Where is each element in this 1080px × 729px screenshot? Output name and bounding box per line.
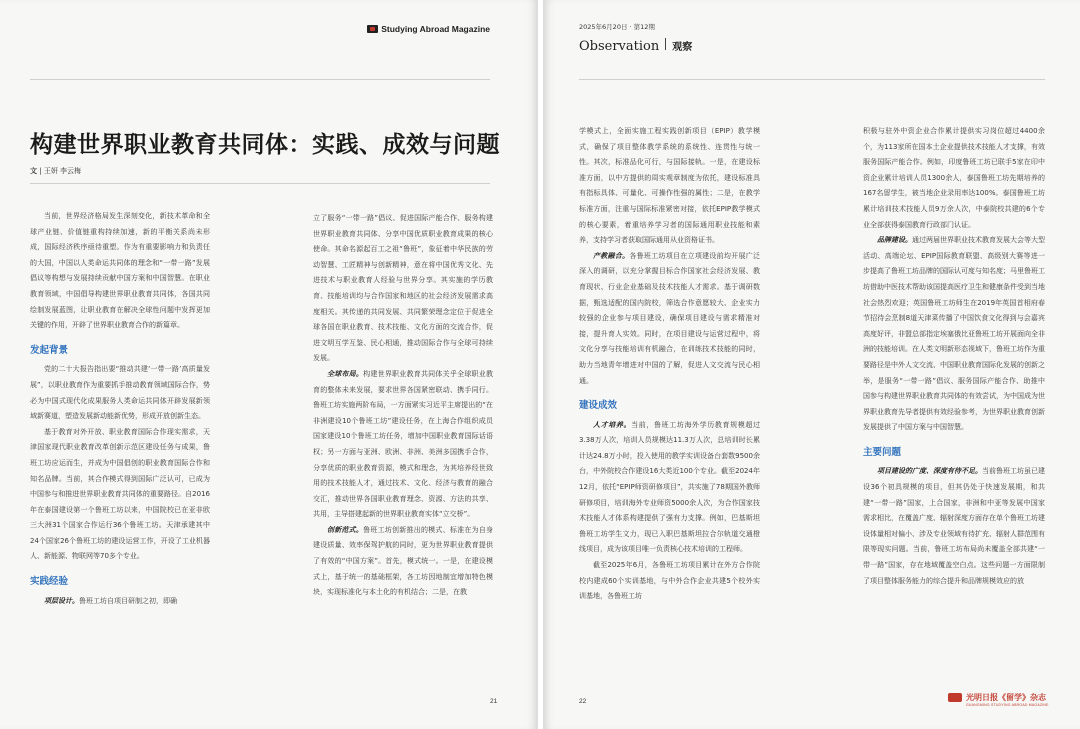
- paragraph-lead: 产教融合。: [593, 251, 630, 260]
- left-page: [0, 0, 538, 729]
- section-label-en: Observation: [579, 39, 660, 54]
- article-title: 构建世界职业教育共同体：实践、成效与问题: [30, 132, 500, 158]
- paragraph-lead: 项目建设的广度、深度有待不足。: [877, 467, 982, 476]
- title-divider: [30, 183, 490, 184]
- magazine-brand-text: Studying Abroad Magazine: [381, 24, 490, 34]
- text-column-3: [579, 124, 760, 605]
- section-label: [579, 38, 692, 54]
- text-column-2: [313, 211, 493, 601]
- section-heading: 实践经验: [30, 576, 69, 588]
- byline-prefix: 文: [30, 167, 37, 175]
- paragraph: 当前，世界经济格局发生深刻变化，新技术革命和全球产业链、价值链重构持续加速，新的平衡关系尚未形成，国际经济秩序亟待重塑。作为有重要影响力和负责任的大国，中国以人类命运共同体的理念和“一带一路”发展倡议等构想与发展持续贡献中国方案和中国智慧。在职业教育领域，中国倡导构建世界职业教育共同体，各国共同绘制发展蓝图，让职业教育在解决全球性问题中发挥更加关键的作用，开辟了世界职业教育合作的新篇章。: [30, 212, 210, 330]
- paragraph: [579, 418, 760, 558]
- paragraph-body: 构建世界职业教育共同体关乎全球职业教育的整体未来发展，要求世界各国紧密联动、携手同行。鲁班工坊实施两阶布局，一方面紧实习近平主席提出的“在非洲建设10个鲁班工坊”建设任务，在上海合作组织成员国家建设10个鲁班工坊任务，增加中国职业教育国际话语权；另一方面与亚洲、欧洲、非洲、美洲多国携手合作，分享优质的职业教育资源，模式和理念，为其培养经世致用的技术技能人才，通过技术、文化、经济与教育的融合交汇，推动世界各国职业教育理念、资源、方法的共享、共用，主导搭建起新的世界职业教育实体“立交桥”。: [313, 369, 494, 519]
- paragraph-lead: 人才培养。: [593, 420, 632, 429]
- paragraph-body: 鲁班工坊创新推出的模式、标准在为自身建设质量、效率保驾护航的同时，更为世界职业教育提供了有效的“中国方案”。首先，模式统一。一是，在建设模式上，基于统一的基础框架，各工坊因地制宜增加特色模块，实现标准化与本土化的有机结合；二是，在教: [313, 525, 494, 597]
- text-column-1: [30, 209, 210, 609]
- page-number: 22: [579, 698, 587, 705]
- magazine-footer-logo: [948, 692, 1049, 707]
- paragraph: 基于教育对外开放、职业教育国际合作现实需求，天津国家现代职业教育改革创新示范区建设任务与成果，鲁班工坊应运而生，并成为中国倡创的职业教育国际合作和知名品牌。当前，其合作模式得到国际广泛认可，已成为中国参与和推进世界职业教育共同体的重要路径。自2016年在泰国建设第一个鲁班工坊以来，中国院校已在亚非欧三大洲31个国家合作运行36个鲁班工坊。天津承建其中24个国家26个鲁班工坊的建设运营工作，开设了工业机器人、新能源、物联网等70多个专业。: [30, 427, 210, 561]
- paragraph: [313, 367, 493, 523]
- paragraph-body: 通过两届世界职业技术教育发展大会等大型活动、高端论坛、EPIP国际教育联盟、高级别大赛等进一步提高了鲁班工坊品牌的国际认可度与知名度；马里鲁班工坊借助中医技术帮助该国提高医疗卫生和健康条件受到当地社会热烈欢迎；英国鲁班工坊师生在2019年英国首相府春节招待会烹制8道天津菜传播了中国饮食文化得到与会嘉宾高度好评，非盟总部指定埃塞俄比亚鲁班工坊开展面向全非洲的技能培训。在人类文明新形态视域下，鲁班工坊作为重要路径是中外人文交流、中国职业教育国际化发展的创新之举，是服务“一带一路”倡议、服务国际产能合作、助推中国参与构建世界职业教育共同体的有效尝试，为中国成为世界职业教育先导者提供有效经验参考，为世界职业教育创新发展提供了中国方案与中国智慧。: [863, 236, 1045, 432]
- paragraph-lead: 品牌建设。: [877, 236, 912, 245]
- section-heading: 发起背景: [30, 344, 69, 356]
- footer-logo-text: 光明日报《留学》杂志: [966, 693, 1046, 702]
- section-heading: 主要问题: [863, 446, 902, 458]
- header-divider: [579, 79, 1045, 80]
- section-separator: [665, 38, 666, 50]
- paragraph-lead: 项层设计。: [44, 596, 79, 605]
- footer-logo-subtext: GUANGMING STUDYING ABROAD MAGAZINE: [966, 703, 1049, 707]
- issue-line: 2025年6月20日 · 第12期: [579, 23, 655, 31]
- header-divider: [30, 79, 490, 80]
- paragraph: 立了服务“一带一路”倡议、促进国际产能合作、服务构建世界职业教育共同体、分享中国优质职业教育成果的核心使命。其命名源起百工之祖“鲁班”，象征着中华民族的劳动智慧、工匠精神与创新精神，意在将中国优秀文化、先进技术与职业教育人经验与世界分享。其实施的学历教育、技能培训均与合作国家和地区的社会经济发展需求高度相关。其传递的共同发展、共同繁荣理念定位于促进全球各国在职业教育、技术技能、文化方面的交流合作，促进文明互学互鉴、民心相通，推动国际合作与全球可持续发展。: [313, 214, 493, 363]
- paragraph: [30, 594, 210, 610]
- paragraph: 党的二十大报告指出要“推动共建‘一带一路’高质量发展”，以职业教育作为重要抓手推动教育领域国际合作，势必为中国式现代化成果服务人类命运共同体开辟发展新领域新赛道，塑造发展新动能新优势，形成开放创新生态。: [30, 365, 210, 421]
- paragraph: 积极与驻外中资企业合作累计提供实习岗位超过4400余个，为113家所在国本土企业提供技术技能人才支撑，有效服务国际产能合作。例如，印度鲁班工坊已联手5家在印中资企业累计培训人员1300余人，泰国鲁班工坊先期培养的167名留学生，被当地企业录用率达100%。泰国鲁班工坊累计培训技术技能人员9万余人次，中泰院校共建的6个专业全部获得泰国教育行政部门认证。: [863, 127, 1045, 229]
- section-label-cn: 观察: [672, 42, 693, 53]
- paragraph: [579, 249, 760, 389]
- magazine-logo-icon: [948, 693, 962, 702]
- paragraph: [863, 464, 1045, 589]
- paragraph: [313, 523, 493, 601]
- text-column-4: [863, 124, 1045, 589]
- paragraph-lead: 创新范式。: [327, 525, 364, 534]
- paragraph: 学模式上，全面实施工程实践创新项目（EPIP）教学模式，确保了项目整体教学系统的系统性、连贯性与统一性。其次，标准品化可行，与国际接轨。一是，在建设标准方面，以中方提供的周实观章制度为依托，建设标准具有指标具体、可量化、可操作性强的属性；二是，在教学标准方面，注重与国际标准紧密对接，依托EPIP教学模式的核心要素，着重培养学习者的国际通用职业技能和素养，支持学习者获取国际通用从业资格证书。: [579, 127, 760, 245]
- paragraph: [863, 233, 1045, 436]
- paragraph-body: 当前，鲁班工坊海外学历教育规模超过3.38万人次，培训人员规模达11.3万人次，总培训时长累计达24.8万小时，投入使用的教学实训设备台套数9500余台，中外院校合作建设16大类近100个专业。截至2024年12月，依托“EPIP师资研修项目”，共实施了78期国外教师研修项目，培训海外专业师资5000余人次，为合作国家技术技能人才体系构建提供了强有力支撑。例如，巴基斯坦鲁班工坊学生文力，现已入职巴基斯坦拉合尔轨道交通橙线项目，成为该项目唯一负责核心技术培训的工程师。: [579, 420, 761, 554]
- page-number: 21: [490, 698, 498, 705]
- paragraph-body: 鲁班工坊自项目研制之初，即确: [79, 596, 177, 605]
- paragraph-body: 当前鲁班工坊虽已建设36个初具规模的项目，但其仍处于快速发展期，和共建“一带一路”国家，上合国家，非洲和中亚等发展中国家需求相比，在覆盖广度、辐射深度方面存在单个鲁班工坊建设体量相对偏小、涉及专业领域有待扩充、辐射人群范围有限等现实问题。当前，鲁班工坊布局尚未覆盖全部共建“一带一路”国家，存在地域覆盖空白点。这些问题一方面限制了项目整体服务能力的综合提升和品牌规模效应的放: [863, 467, 1045, 585]
- magazine-brand: [367, 24, 490, 34]
- paragraph-lead: 全球布局。: [327, 369, 364, 378]
- byline-authors: 王妍 李云梅: [43, 167, 82, 175]
- magazine-logo-icon: [367, 25, 378, 33]
- section-heading: 建设成效: [579, 400, 618, 412]
- paragraph: 截至2025年6月，各鲁班工坊项目累计在外方合作院校内建成60个实训基地，与中外合作企业共建5个校外实训基地，各鲁班工坊: [579, 561, 760, 601]
- byline: 文 | 王妍 李云梅: [30, 167, 82, 175]
- paragraph-body: 各鲁班工坊项目在立项建设前均开展广泛深入的调研，以充分掌握目标合作国家社会经济发展、教育现状、行业企业基础及技术技能人才需求。基于调研数据，甄选适配的国内院校，筛选合作意愿较大、企业实力较强的企业参与项目建设，确保项目建设与需求精准对接，提升育人实效。同时，在项目建设与运营过程中，将文化分享与技能培训有机融合，在训练技术技能的同时，助力当地青年增进对中国的了解，促进人文交流与民心相通。: [579, 251, 761, 385]
